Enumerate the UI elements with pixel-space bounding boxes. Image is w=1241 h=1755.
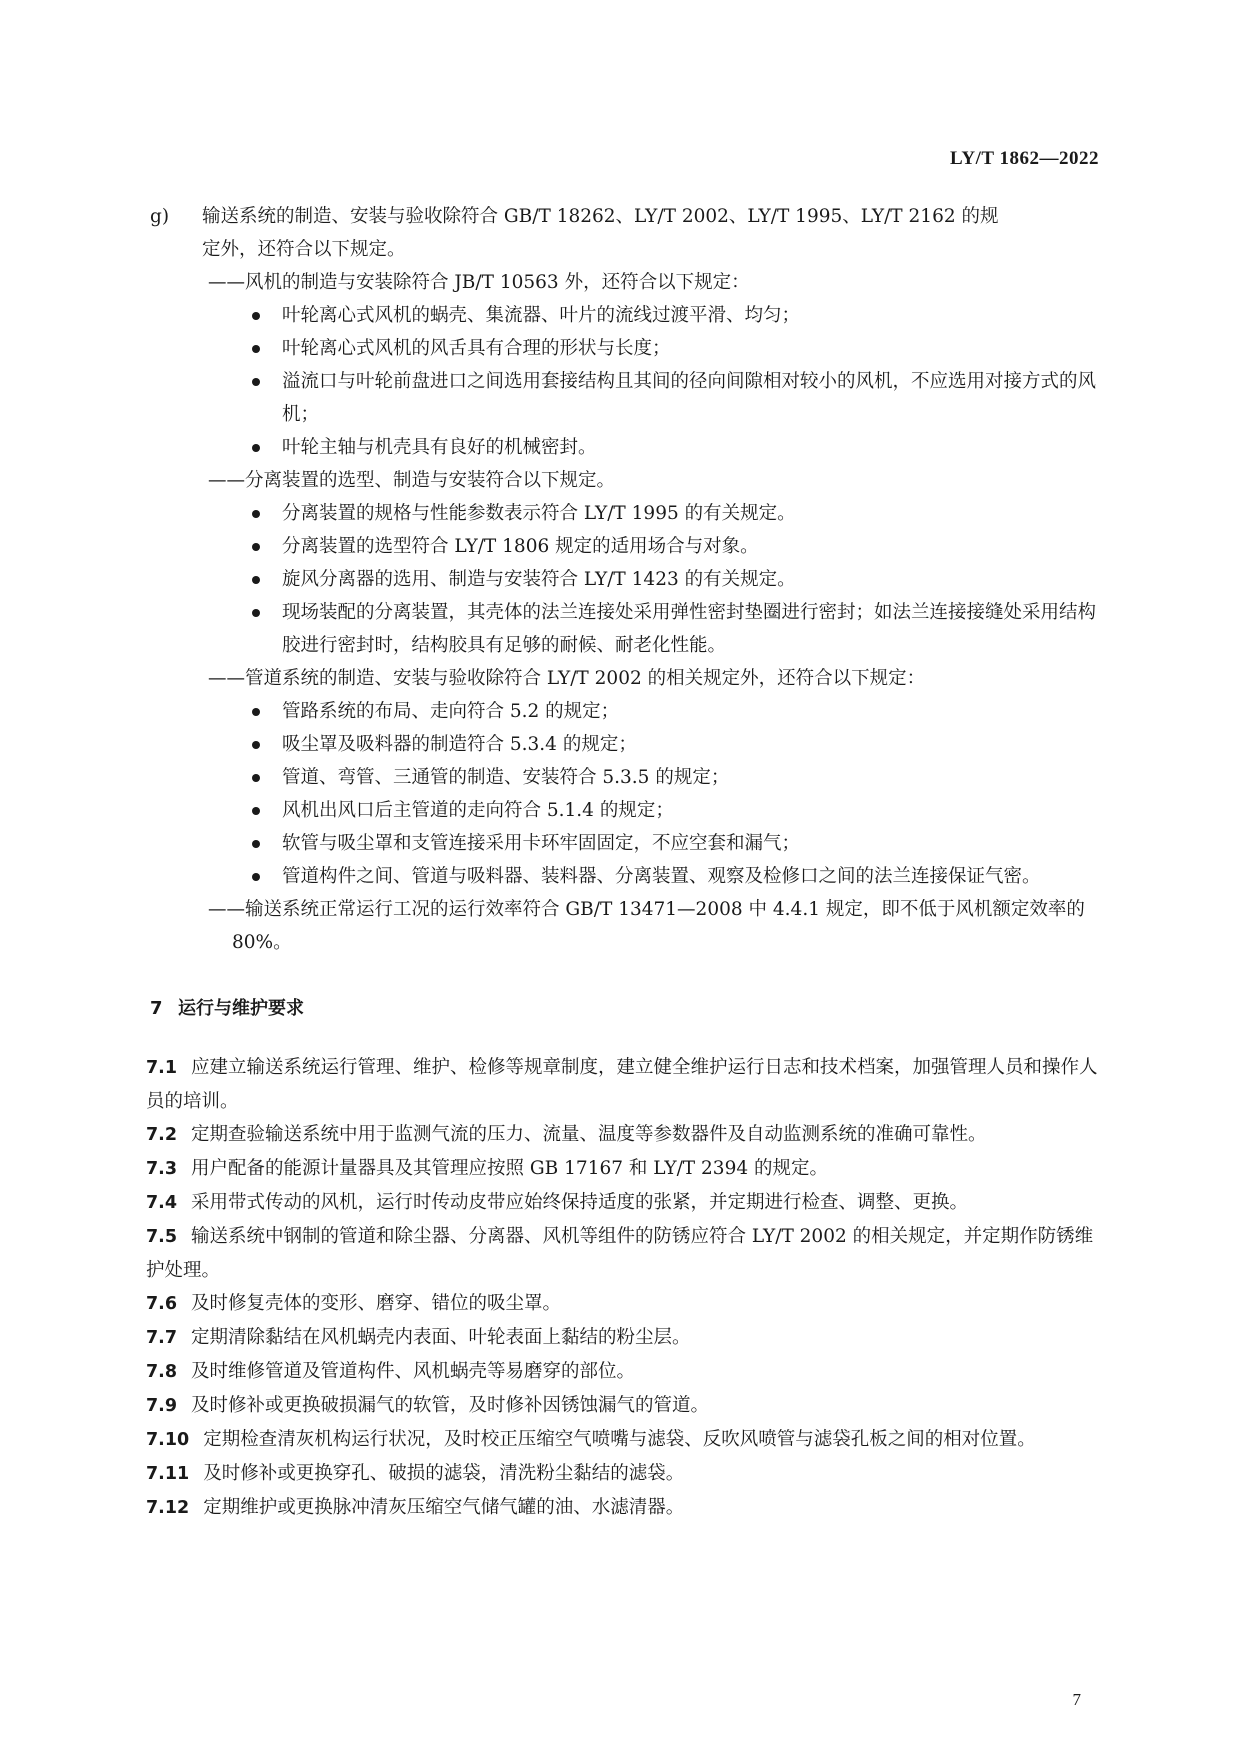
requirement-group (208, 464, 1100, 662)
requirement-group (208, 266, 1100, 464)
page-body (146, 200, 1100, 1525)
requirement-group (208, 893, 1100, 959)
bullet-text: 吸尘罩及吸料器的制造符合 5.3.4 的规定； (282, 734, 637, 755)
bullet-text: 溢流口与叶轮前盘进口之间选用套接结构且其间的径向间隙相对较小的风机，不应选用对接方式的风机； (282, 371, 1097, 425)
clause-7-6 (146, 1287, 1100, 1321)
clause-7-4 (146, 1186, 1100, 1220)
clause-number: 7.11 (146, 1464, 190, 1484)
bullet-text: 旋风分离器的选用、制造与安装符合 LY/T 1423 的有关规定。 (282, 569, 796, 590)
clause-list (146, 1051, 1100, 1525)
clause-number: 7.4 (146, 1193, 178, 1213)
bullet-dot-icon (252, 444, 260, 452)
bullet-dot-icon (252, 312, 260, 320)
bullet-dot-icon (252, 510, 260, 518)
page-number: 7 (1072, 1690, 1081, 1709)
section-heading (150, 992, 1100, 1025)
bullet-text: 软管与吸尘罩和支管连接采用卡环牢固固定，不应空套和漏气； (282, 833, 801, 854)
bullet-text: 叶轮主轴与机壳具有良好的机械密封。 (282, 437, 597, 458)
bullet-item (208, 827, 1100, 860)
item-g-line: 输送系统的制造、安装与验收除符合 GB/T 18262、LY/T 2002、LY/T 1995、LY/T 2162 的规 (202, 206, 999, 227)
clause-number: 7.10 (146, 1430, 190, 1450)
bullet-dot-icon (252, 741, 260, 749)
clause-number: 7.9 (146, 1396, 178, 1416)
clause-7-9 (146, 1389, 1100, 1423)
clause-text: 及时维修管道及管道构件、风机蜗壳等易磨穿的部位。 (191, 1361, 636, 1382)
clause-7-2 (146, 1118, 1100, 1152)
requirement-groups (150, 266, 1100, 959)
bullet-item (208, 596, 1100, 662)
clause-text: 用户配备的能源计量器具及其管理应按照 GB 17167 和 LY/T 2394 的规定。 (191, 1158, 828, 1179)
clause-7-8 (146, 1355, 1100, 1389)
dash-item: ——输送系统正常运行工况的运行效率符合 GB/T 13471—2008 中 4.4.1 规定，即不低于风机额定效率的 80%。 (208, 899, 1085, 953)
clause-7-10 (146, 1423, 1100, 1457)
bullet-item (208, 332, 1100, 365)
item-marker: g) (150, 206, 170, 227)
bullet-dot-icon (252, 708, 260, 716)
clause-text: 及时修补或更换穿孔、破损的滤袋，清洗粉尘黏结的滤袋。 (203, 1463, 685, 1484)
clause-text: 及时修复壳体的变形、磨穿、错位的吸尘罩。 (191, 1293, 562, 1314)
bullet-dot-icon (252, 543, 260, 551)
clause-text: 应建立输送系统运行管理、维护、检修等规章制度，建立健全维护运行日志和技术档案，加强管理人员和操作人员的培训。 (146, 1057, 1098, 1112)
dash-item: ——管道系统的制造、安装与验收除符合 LY/T 2002 的相关规定外，还符合以下规定： (208, 668, 926, 689)
bullet-item (208, 761, 1100, 794)
dash-item: ——风机的制造与安装除符合 JB/T 10563 外，还符合以下规定： (208, 272, 750, 293)
bullet-item (208, 860, 1100, 893)
clause-number: 7.1 (146, 1058, 178, 1078)
bullet-item (208, 728, 1100, 761)
clause-number: 7.8 (146, 1362, 178, 1382)
bullet-text: 分离装置的规格与性能参数表示符合 LY/T 1995 的有关规定。 (282, 503, 796, 524)
requirement-group (208, 662, 1100, 893)
bullet-item (208, 530, 1100, 563)
bullet-item (208, 695, 1100, 728)
bullet-text: 现场装配的分离装置，其壳体的法兰连接处采用弹性密封垫圈进行密封；如法兰连接接缝处采用结构胶进行密封时，结构胶具有足够的耐候、耐老化性能。 (282, 602, 1097, 656)
clause-text: 及时修补或更换破损漏气的软管，及时修补因锈蚀漏气的管道。 (191, 1395, 710, 1416)
clause-7-1 (146, 1051, 1100, 1118)
bullet-item (208, 497, 1100, 530)
bullet-item (208, 794, 1100, 827)
clause-7-12 (146, 1491, 1100, 1525)
clause-number: 7.6 (146, 1294, 178, 1314)
bullet-item (208, 431, 1100, 464)
clause-text: 定期维护或更换脉冲清灰压缩空气储气罐的油、水滤清器。 (203, 1497, 685, 1518)
bullet-item (208, 299, 1100, 332)
bullet-dot-icon (252, 840, 260, 848)
bullet-item (208, 365, 1100, 431)
bullet-text: 叶轮离心式风机的风舌具有合理的形状与长度； (282, 338, 671, 359)
clause-7-5 (146, 1220, 1100, 1287)
bullet-text: 管道、弯管、三通管的制造、安装符合 5.3.5 的规定； (282, 767, 730, 788)
bullet-dot-icon (252, 345, 260, 353)
bullet-dot-icon (252, 774, 260, 782)
bullet-text: 叶轮离心式风机的蜗壳、集流器、叶片的流线过渡平滑、均匀； (282, 305, 801, 326)
clause-text: 定期检查清灰机构运行状况，及时校正压缩空气喷嘴与滤袋、反吹风喷管与滤袋孔板之间的相对位置。 (203, 1429, 1036, 1450)
bullet-text: 管道构件之间、管道与吸料器、装料器、分离装置、观察及检修口之间的法兰连接保证气密。 (282, 866, 1041, 887)
bullet-dot-icon (252, 576, 260, 584)
clause-text: 定期查验输送系统中用于监测气流的压力、流量、温度等参数器件及自动监测系统的准确可靠性。 (191, 1124, 987, 1145)
standard-code: LY/T 1862—2022 (949, 148, 1099, 169)
bullet-item (208, 563, 1100, 596)
clause-7-11 (146, 1457, 1100, 1491)
item-g-line: 定外，还符合以下规定。 (202, 239, 406, 260)
bullet-dot-icon (252, 873, 260, 881)
dash-item: ——分离装置的选型、制造与安装符合以下规定。 (208, 470, 616, 491)
clause-number: 7.5 (146, 1227, 178, 1247)
clause-7-7 (146, 1321, 1100, 1355)
list-item-g (150, 200, 1100, 266)
bullet-text: 分离装置的选型符合 LY/T 1806 规定的适用场合与对象。 (282, 536, 759, 557)
clause-7-3 (146, 1152, 1100, 1186)
bullet-dot-icon (252, 807, 260, 815)
clause-text: 定期清除黏结在风机蜗壳内表面、叶轮表面上黏结的粉尘层。 (191, 1327, 691, 1348)
clause-number: 7.12 (146, 1498, 190, 1518)
clause-number: 7.2 (146, 1125, 178, 1145)
bullet-dot-icon (252, 609, 260, 617)
clause-number: 7.7 (146, 1328, 178, 1348)
section-title: 运行与维护要求 (178, 998, 304, 1019)
clause-text: 输送系统中钢制的管道和除尘器、分离器、风机等组件的防锈应符合 LY/T 2002 的相关规定，并定期作防锈维护处理。 (146, 1226, 1094, 1281)
bullet-text: 管路系统的布局、走向符合 5.2 的规定； (282, 701, 620, 722)
section-number: 7 (150, 998, 163, 1019)
bullet-dot-icon (252, 378, 260, 386)
clause-text: 采用带式传动的风机，运行时传动皮带应始终保持适度的张紧，并定期进行检查、调整、更换。 (191, 1192, 969, 1213)
bullet-text: 风机出风口后主管道的走向符合 5.1.4 的规定； (282, 800, 674, 821)
clause-number: 7.3 (146, 1159, 178, 1179)
